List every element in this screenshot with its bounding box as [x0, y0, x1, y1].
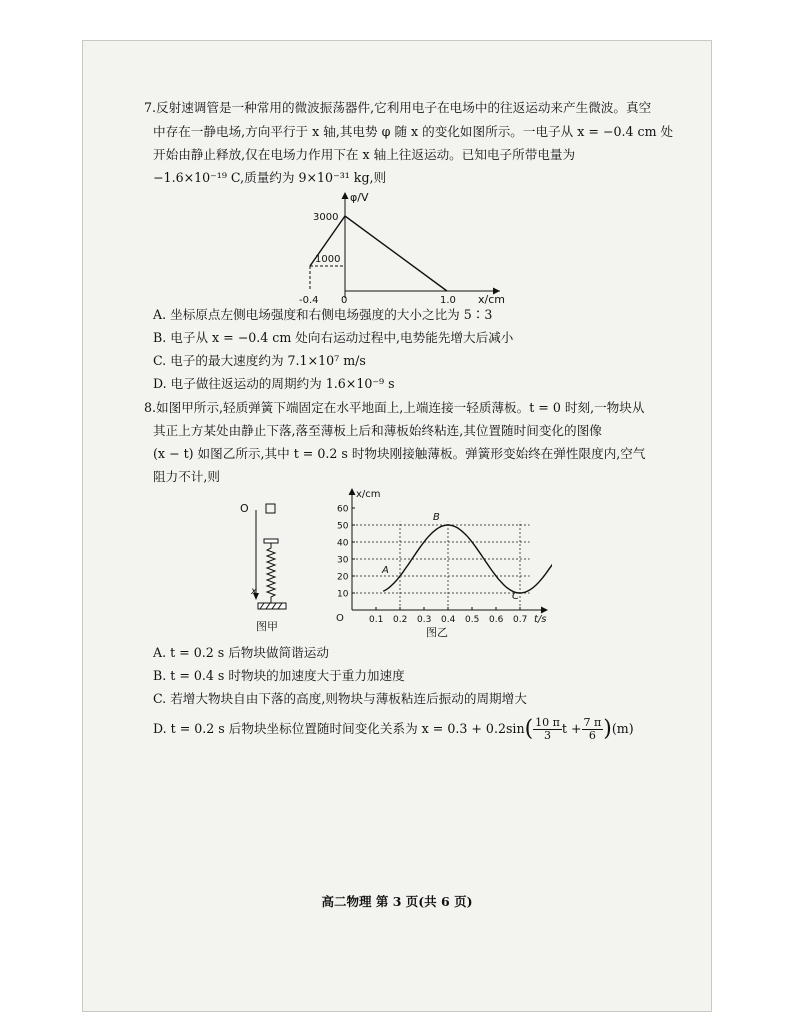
q8-line-4: 阻力不计,则 [153, 469, 220, 484]
q7-line-2: 中存在一静电场,方向平行于 x 轴,其电势 φ 随 x 的变化如图所示。一电子从 x = −0.4 cm 处 [153, 124, 674, 139]
x-tick-label: 0.3 [417, 615, 432, 625]
x-tick-label: 0.4 [441, 615, 456, 625]
y-tick-label: 20 [337, 572, 349, 583]
x-tick-label: 0.1 [369, 615, 384, 625]
page-footer: 高二物理 第 3 页(共 6 页) [321, 894, 473, 909]
q8-x-label: t/s [534, 614, 547, 625]
q7-potential-graph [290, 186, 520, 306]
point-a-label: A [382, 565, 389, 576]
q7-option-d: D. 电子做往返运动的周期约为 1.6×10⁻⁹ s [153, 376, 395, 391]
q8-y-label: x/cm [356, 489, 381, 500]
q8-line-2: 其正上方某处由静止下落,落至薄板上后和薄板始终粘连,其位置随时间变化的图像 [153, 423, 602, 438]
q8-fig-a-label: 图甲 [256, 620, 278, 633]
x-tick-label: 0.2 [393, 615, 408, 625]
q8-option-d-mid: t + [561, 721, 582, 736]
q8-origin: O [336, 613, 344, 624]
q7-line-3: 开始由静止释放,仅在电场力作用下在 x 轴上往返运动。已知电子所带电量为 [153, 147, 576, 162]
q8-option-c: C. 若增大物块自由下落的高度,则物块与薄板粘连后振动的周期增大 [153, 691, 527, 706]
q8-option-a: A. t = 0.2 s 后物块做简谐运动 [153, 645, 329, 660]
q7-x-label: x/cm [478, 293, 505, 306]
thin-plate [264, 539, 278, 543]
q7-tick-neg04: -0.4 [299, 295, 319, 306]
q8-frac-2: $\frac{7 \pi}{6}$ [583, 716, 602, 742]
q7-option-a: A. 坐标原点左侧电场强度和右侧电场强度的大小之比为 5∶3 [153, 307, 493, 322]
q7-tick-0: 0 [341, 295, 348, 306]
q8-figure-b [322, 484, 552, 640]
y-tick-label: 30 [337, 555, 349, 566]
q7-tick-3000: 3000 [313, 212, 339, 223]
q7-option-b: B. 电子从 x = −0.4 cm 处向右运动过程中,电势能先增大后减小 [153, 330, 514, 345]
y-tick-label: 40 [337, 538, 349, 549]
q8-line-3: (x − t) 如图乙所示,其中 t = 0.2 s 时物块刚接触薄板。弹簧形变始终在弹性限度内,空气 [153, 446, 646, 461]
q7-tick-1000: 1000 [315, 254, 341, 265]
q8-option-b: B. t = 0.4 s 时物块的加速度大于重力加速度 [153, 668, 405, 683]
q8-option-d: D. t = 0.2 s 后物块坐标位置随时间变化关系为 x = 0.3 + 0.2sin( $\frac{10 \pi}{3}$ t + $\frac{7 \pi}{6}$ )(m) [153, 716, 634, 742]
y-tick-label: 60 [337, 504, 349, 515]
x-tick-label: 0.7 [513, 615, 528, 625]
q8-option-d-suffix: (m) [611, 721, 634, 736]
q7-tick-1: 1.0 [440, 295, 456, 306]
q7-y-label: φ/V [350, 191, 369, 204]
spring [267, 543, 275, 603]
point-b-label: B [433, 512, 440, 523]
point-c-label: C [512, 591, 519, 602]
q7-option-c: C. 电子的最大速度约为 7.1×10⁷ m/s [153, 353, 366, 368]
q7-line-1: 7.反射速调管是一种常用的微波振荡器件,它利用电子在电场中的往返运动来产生微波。真空 [144, 100, 652, 115]
x-tick-label: 0.6 [489, 615, 504, 625]
q8-fig-a-origin: O [240, 502, 249, 515]
q8-frac-1: $\frac{10 \pi}{3}$ [535, 716, 560, 742]
q7-line-4: −1.6×10⁻¹⁹ C,质量约为 9×10⁻³¹ kg,则 [153, 170, 387, 185]
x-tick-label: 0.5 [465, 615, 480, 625]
q8-fig-a-x: x [251, 586, 257, 597]
q8-figure-a [236, 496, 306, 636]
y-tick-label: 10 [337, 589, 349, 600]
q8-line-1: 8.如图甲所示,轻质弹簧下端固定在水平地面上,上端连接一轻质薄板。t = 0 时刻,一物块从 [144, 400, 645, 415]
q8-option-d-prefix: D. t = 0.2 s 后物块坐标位置随时间变化关系为 x = 0.3 + 0.2sin [153, 721, 525, 736]
block [266, 504, 275, 513]
y-tick-label: 50 [337, 521, 349, 532]
q8-fig-b-label: 图乙 [426, 626, 448, 639]
